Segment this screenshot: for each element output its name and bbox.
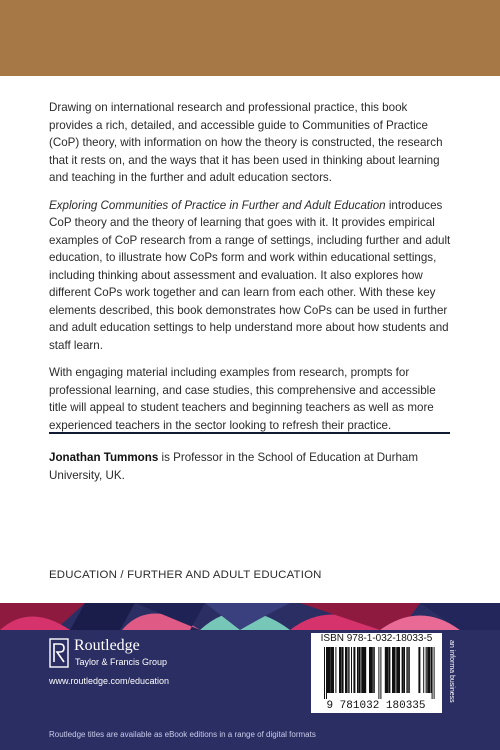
barcode-bar: [409, 647, 410, 693]
barcode-bar: [427, 647, 428, 693]
barcode-bar: [353, 647, 355, 693]
barcode-bar: [434, 647, 435, 699]
author-bio-text: is Professor in the School of Education at Durham University, UK.: [49, 451, 419, 482]
barcode-bar: [423, 647, 424, 693]
blurb-paragraph-2: [49, 197, 454, 355]
barcode-bar: [361, 647, 362, 693]
barcode-bar: [374, 647, 375, 693]
barcode-bar: [403, 647, 404, 693]
barcode-bar: [340, 647, 341, 693]
barcode-bar: [404, 647, 405, 693]
ebook-footer-note: Routledge titles are available as eBook editions in a range of digital formats: [49, 730, 316, 739]
barcode-bar: [388, 647, 390, 693]
barcode-bar: [426, 647, 427, 693]
barcode-bar: [343, 647, 344, 693]
barcode-bar: [347, 647, 348, 693]
subject-category: EDUCATION / FURTHER AND ADULT EDUCATION: [49, 569, 322, 581]
isbn-barcode-panel: [311, 633, 442, 713]
isbn-label: ISBN 978-1-032-18033-5: [320, 633, 433, 644]
barcode-bar: [324, 647, 325, 699]
blurb-paragraph-2-text: introduces CoP theory and the theory of learning that goes with it. It provides empirical examples of CoP research from a range of settings, including further and adult education, to illustrate how CoPs form and work within educational settings, including thinking about assessment and evaluation. It also explores how different CoPs work together and can learn from each other. With these key elements described, this book demonstrates how CoPs can be used in further and adult education settings to help understand more about how students and staff learn.: [49, 198, 451, 352]
publisher-name: Routledge: [74, 637, 140, 654]
barcode-digits: 9 781032 180335: [326, 700, 426, 711]
barcode-bar: [335, 647, 336, 693]
blurb-paragraph-3: With engaging material including examples from research, prompts for professional learning, and case studies, this comprehensive and accessible title will appeal to student teachers and beginning teachers as well as more experienced teachers in the sector looking to refresh their practice.: [49, 366, 436, 432]
blurb-paragraph-1: Drawing on international research and professional practice, this book provides a rich, detailed, and accessible guide to Communities of Practice (CoP) theory, with information on how the theory is constructed, the research that it rests on, and the ways that it has been used in thinking about learning and teaching in the further and adult education sectors.: [49, 101, 443, 184]
barcode-bar: [351, 647, 352, 693]
barcode-bar: [357, 647, 358, 693]
informa-vertical-text: an informa business: [448, 640, 455, 703]
barcode-bar: [326, 647, 327, 699]
barcode-bar: [364, 647, 366, 693]
publisher-url[interactable]: www.routledge.com/education: [49, 676, 170, 686]
barcode-bar: [333, 647, 334, 693]
author-bio: [49, 449, 454, 484]
barcode-bar: [432, 647, 433, 699]
barcode-bar: [406, 647, 407, 693]
barcode-bar: [349, 647, 350, 693]
barcode-bar: [396, 647, 397, 693]
barcode-bar: [380, 647, 381, 699]
top-color-band: [0, 0, 500, 76]
barcode-bar: [387, 647, 388, 693]
barcode-bar: [393, 647, 395, 693]
barcode-bar: [373, 647, 374, 693]
barcode-bar: [371, 647, 372, 693]
barcode-bar: [358, 647, 360, 693]
author-name: Jonathan Tummons: [49, 451, 159, 464]
barcode-bar: [329, 647, 330, 693]
barcode-bar: [428, 647, 430, 693]
routledge-logo-icon: [49, 638, 69, 668]
barcode-bar: [378, 647, 379, 699]
decorative-shapes: [0, 603, 500, 630]
barcode-bar: [345, 647, 347, 693]
back-cover-blurb: [49, 99, 454, 444]
section-divider: [49, 432, 450, 434]
barcode-bar: [418, 647, 420, 693]
publisher-group: Taylor & Francis Group: [75, 657, 168, 667]
barcode-image: [314, 647, 439, 711]
book-title-italic: Exploring Communities of Practice in Further and Adult Education: [49, 198, 386, 212]
barcode-bar: [408, 647, 409, 693]
barcode-bar: [398, 647, 400, 693]
